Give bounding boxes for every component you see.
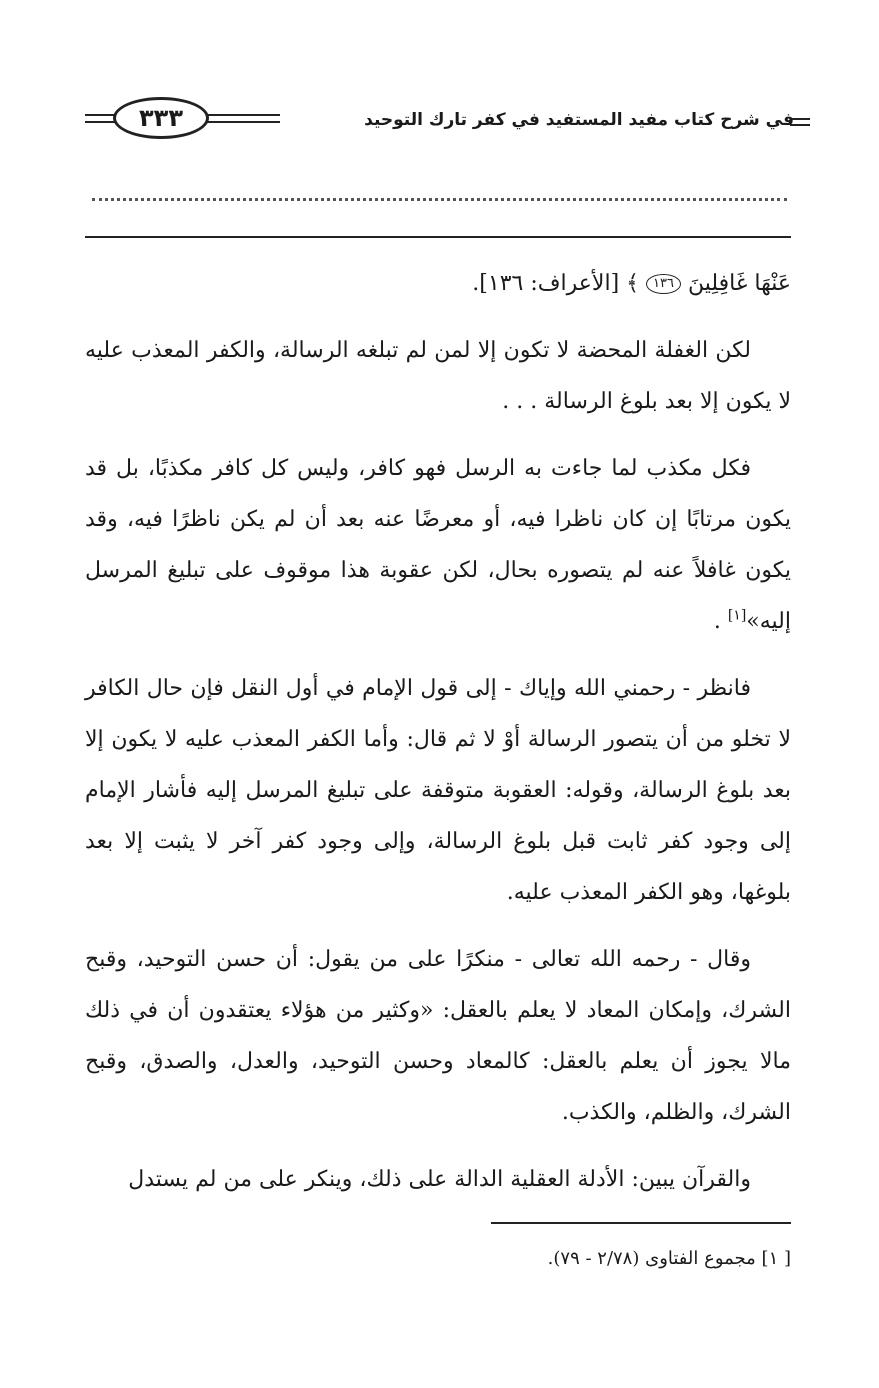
verse-text: عَنْهَا غَافِلِينَ <box>688 271 791 296</box>
paragraph-6: والقرآن يبين: الأدلة العقلية الدالة على ذلك، وينكر على من لم يستدل <box>128 1167 751 1192</box>
paragraph-verse-end <box>85 258 791 309</box>
paragraph-3 <box>85 443 791 647</box>
paragraph-2: لكن الغفلة المحضة لا تكون إلا لمن لم تبلغه الرسالة، والكفر المعذب عليه لا يكون إلا بعد بلوغ الرسالة . . . <box>85 338 791 414</box>
paragraph-3-end: . <box>713 609 728 634</box>
paragraph-3-text: فكل مكذب لما جاءت به الرسل فهو كافر، وليس كل كافر مكذبًا، بل قد يكون مرتابًا إن كان ناظرا فيه، أو معرضًا عنه بعد أن لم يكن ناظرًا فيه، وقد يكون غافلاً عنه لم يتصوره بحال، لكن عقوبة هذا موقوف على تبليغ المرسل إليه» <box>85 456 791 634</box>
paragraph-4: فانظر - رحمني الله وإياك - إلى قول الإمام في أول النقل فإن حال الكافر لا تخلو من أن يتصور الرسالة أوْ لا ثم قال: وأما الكفر المعذب عليه لا يكون إلا بعد بلوغ الرسالة، وقوله: العقوبة متوقفة على تبليغ المرسل إليه فأشار الإمام إلى وجود كفر ثابت قبل بلوغ الرسالة، وإلى وجود كفر آخر لا يثبت إلا بعد بلوغها، وهو الكفر المعذب عليه. <box>85 676 791 905</box>
footnote: [ ١] مجموع الفتاوى (٢/٧٨ - ٧٩). <box>547 1248 791 1269</box>
header-rule-left-2 <box>85 121 115 123</box>
header-rule-mid-1 <box>207 114 280 116</box>
page-number: ٣٣٣ <box>113 97 209 139</box>
verse-citation: ﴾ [الأعراف: ١٣٦]. <box>472 271 640 296</box>
paragraph-5: وقال - رحمه الله تعالى - منكرًا على من يقول: أن حسن التوحيد، وقبح الشرك، وإمكان المعاد لا يعلم بالعقل: «وكثير من هؤلاء يعتقدون أن في ذلك مالا يجوز أن يعلم بالعقل: كالمعاد وحسن التوحيد، والعدل، والصدق، وقبح الشرك، والظلم، والكذب. <box>85 947 791 1125</box>
running-header-title: في شرح كتاب مفيد المستفيد في كفر تارك التوحيد <box>364 110 794 130</box>
verse-number-marker: ١٣٦ <box>646 274 681 294</box>
top-rule <box>85 236 791 238</box>
main-text <box>85 258 791 1221</box>
page-header <box>0 0 879 180</box>
dotted-separator <box>92 198 787 201</box>
header-rule-left-1 <box>85 114 115 116</box>
footnote-rule <box>491 1222 791 1224</box>
header-rule-mid-2 <box>207 121 280 123</box>
footnote-reference: [١] <box>727 607 747 624</box>
